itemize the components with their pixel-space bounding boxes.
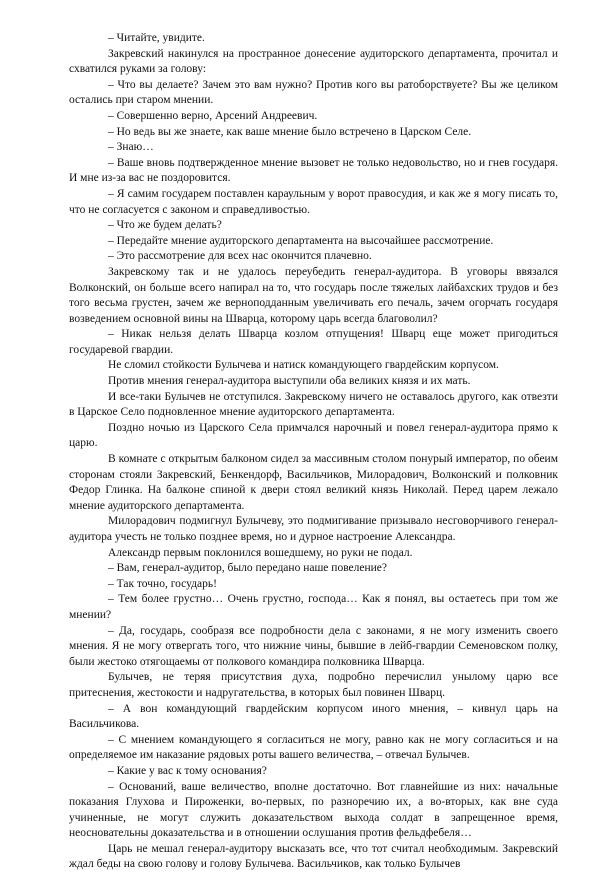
paragraph: – Что же будем делать? [108, 219, 222, 232]
paragraph: – Я самим государем поставлен караульным у ворот правосудия, и как же я могу писать то, что не согласуется с законом и справедливостью. [69, 187, 558, 216]
paragraph: – Но ведь вы же знаете, как ваше мнение было встречено в Царском Селе. [108, 125, 472, 138]
paragraph: Александр первым поклонился вошедшему, но руки не подал. [108, 546, 413, 559]
paragraph: Закревский накинулся на пространное донесение аудиторского департамента, прочитал и схватился руками за голову: [69, 47, 558, 76]
paragraph: Царь не мешал генерал-аудитору высказать все, что тот считал необходимым. Закревский ждал беды на свою голову и голову Булычева. Васильчиков, как только Булычев [69, 842, 558, 871]
paragraph: – Тем более грустно… Очень грустно, господа… Как я понял, вы остаетесь при том же мнении? [69, 593, 558, 621]
paragraph: – Вам, генерал-аудитор, было передано наше повеление? [108, 562, 388, 575]
paragraph: – Передайте мнение аудиторского департамента на высочайшее рассмотрение. [108, 234, 494, 247]
paragraph: Поздно ночью из Царского Села примчался нарочный и повел генерал-аудитора прямо к царю. [69, 421, 558, 450]
paragraph: Милорадович подмигнул Булычеву, это подмигивание призывало несговорчивого генерал-аудитора учесть не только позднее время, но и дурное настроение Александра. [69, 515, 558, 543]
paragraph: – А вон командующий гвардейским корпусом иного мнения, – кивнул царь на Васильчикова. [69, 702, 558, 731]
paragraph: – Оснований, ваше величество, вполне достаточно. Вот главнейшие из них: начальные показания Глухова и Пироженки, во-первых, по разноречию их, а во-вторых, как вне суда учиненные, не могут служить доказательством выхода солдат в запрещенное время, неосновательны доказательства и в отношении ослушания против фельдфебеля… [69, 780, 558, 840]
paragraph: – Никак нельзя делать Шварца козлом отпущения! Шварц еще может пригодиться государевой гвардии. [69, 328, 558, 356]
paragraph: Закревскому так и не удалось переубедить генерал-аудитора. В уговоры ввязался Волконский, он больше всего напирал на то, что государь после тяжелых лайбахских трудов и без того весьма грустен, зачем же верноподданным увеличивать его печаль, зачем огорчать государя возведением основной вины на Шварца, которому царь всегда благоволил? [69, 265, 558, 325]
paragraph: – Ваше вновь подтвержденное мнение вызовет не только недовольство, но и гнев государя. И мне из-за вас не поздоровится. [69, 156, 558, 185]
paragraph: – Знаю… [108, 141, 154, 154]
paragraph: Не сломил стойкости Булычева и натиск командующего гвардейским корпусом. [108, 359, 499, 372]
paragraph: В комнате с открытым балконом сидел за массивным столом понурый император, по обеим сторонам стояли Закревский, Бенкендорф, Васильчиков, Милорадович, Волконский и полковник Федор Глинка. На балконе спиной к двери стоял великий князь Николай. Перед царем лежало мнение аудиторского департамента. [69, 453, 558, 512]
paragraph: – Читайте, увидите. [108, 32, 205, 44]
paragraph: И все-таки Булычев не отступился. Закревскому ничего не оставалось другого, как отвезти в Царское Село подновленное мнение аудиторского департамента. [69, 390, 558, 419]
paragraph: – Так точно, государь! [108, 577, 217, 590]
paragraph: Булычев, не теряя присутствия духа, подробно перечислил унылому царю все притеснения, жестокости и надругательства, в которых был повинен Шварц. [69, 671, 558, 699]
paragraph: – Да, государь, сообразя все подробности дела с законами, я не могу изменить своего мнения. Я не могу отвергать того, что нижние чины, бывшие в лейб-гвардии Семеновском полку, были жестоко отягощаемы от полкового командира полковника Шварца. [69, 624, 558, 668]
paragraph: – Совершенно верно, Арсений Андреевич. [108, 109, 318, 122]
paragraph: – Что вы делаете? Зачем это вам нужно? Против кого вы ратоборствуете? Вы же целиком остались при старом мнении. [69, 78, 558, 107]
paragraph: – Это рассмотрение для всех нас окончится плачевно. [108, 250, 372, 263]
paragraph: – С мнением командующего я согласиться не могу, равно как не могу согласиться и на определяемое им наказание рядовых роты вашего величества, – отвечал Булычев. [69, 733, 558, 762]
paragraph: Против мнения генерал-аудитора выступили оба великих князя и их мать. [108, 375, 471, 388]
paragraph: – Какие у вас к тому основания? [108, 764, 267, 777]
